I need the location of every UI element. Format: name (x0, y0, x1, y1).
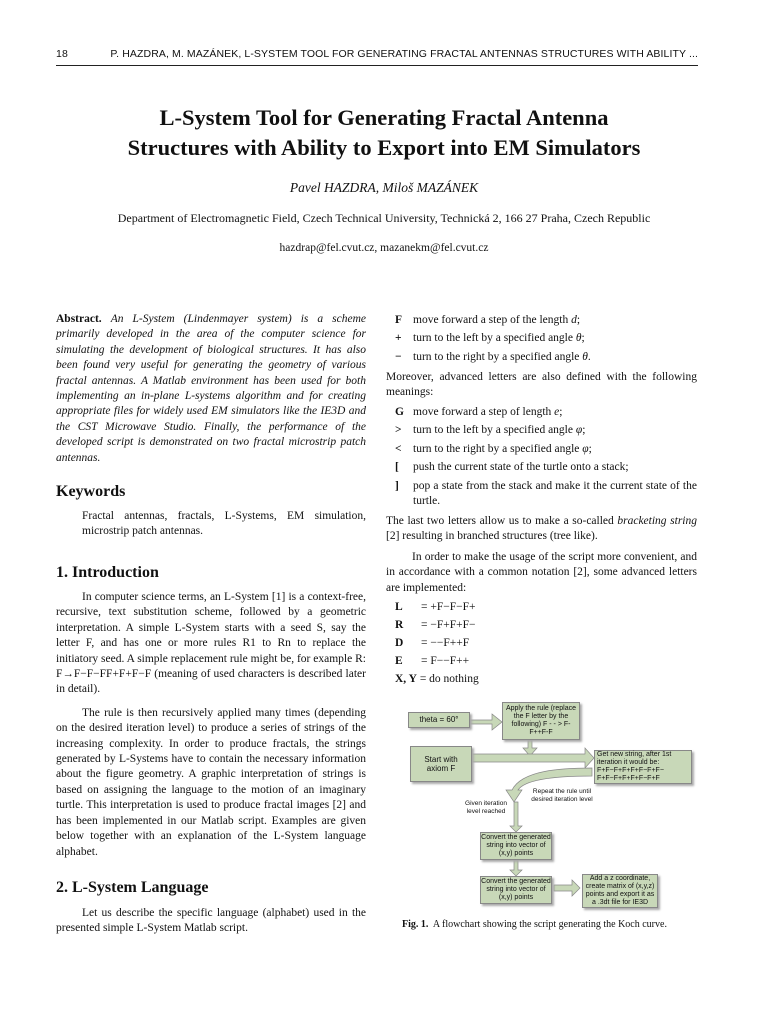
figure-flowchart (402, 698, 702, 918)
emails: hazdrap@fel.cvut.cz, mazanekm@fel.cvut.cz (279, 242, 489, 254)
page-number: 18 (56, 48, 68, 60)
export-box: Add a z coordinate, create matrix of (x,y,z) points and export it as a .3dt file for IE3D (582, 874, 658, 908)
convert-box-2: Convert the generated string into vector of (x,y) points (480, 876, 552, 904)
definition-row: + turn to the left by a specified angle θ; (395, 332, 585, 345)
repeat-label: Repeat the rule until desired iteration level (531, 788, 593, 803)
lsystem-paragraph-1: Let us describe the specific language (alphabet) used in the presented simple L-System Matlab script. (56, 907, 366, 935)
basic-definitions (395, 313, 697, 365)
rule-row: E = F−−F++ (395, 655, 470, 667)
keywords-heading: Keywords (56, 483, 126, 500)
affiliation: Department of Electromagnetic Field, Czech Technical University, Technická 2, 166 27 Praha, Czech Republic (117, 211, 651, 225)
given-level-label: Given iteration level reached (465, 800, 507, 815)
running-title: P. HAZDRA, M. MAZÁNEK, L-SYSTEM TOOL FOR GENERATING FRACTAL ANTENNAS STRUCTURES WITH ABILITY ... (110, 48, 698, 60)
keywords-text: Fractal antennas, fractals, L-Systems, EM simulation, microstrip patch antennas. (82, 510, 366, 538)
rule-row: L = +F−F−F+ (395, 601, 476, 613)
convert-box-1: Convert the generated string into vector of (x,y) points (480, 832, 552, 860)
title-line-1: L-System Tool for Generating Fractal Antenna (159, 105, 609, 130)
definition-row: − turn to the right by a specified angle θ. (395, 350, 591, 363)
definition-row: [ push the current state of the turtle onto a stack; (395, 461, 629, 474)
intro-paragraph-2: The rule is then recursively applied many times (depending on the desired iteration level) to produce a series of strings of the increasing complexity. In order to produce fractals, the strings generated by L-Systems have to contain the necessary information about the figure geometry. A graphic interpretation of strings is based on assigning the language to the motion of an imaginary turtle. This interpretation is used to produce fractal images [2] and has been implemented in our Matlab script. Examples are given below together with an explanation of the L-System language alphabet. (56, 706, 366, 858)
title-line-2: Structures with Ability to Export into EM Simulators (127, 135, 641, 160)
definition-row: ] pop a state from the stack and make it the current state of the turtle. (395, 479, 697, 508)
advanced-definitions (395, 405, 697, 509)
intro-paragraph-1: In computer science terms, an L-System [1] is a context-free, recursive, text substitution scheme, followed by a geometric interpretation. A simple L-System starts with a seed S, say the letter F, and has one or more rules R1 to Rn to replace the initiatory seed. A simple replacement rule might be, for example R: F→F−F−FF+F+F−F (meaning of used characters is described later in detail). (56, 591, 366, 696)
introduction-heading: 1. Introduction (56, 564, 159, 581)
lsystem-heading: 2. L-System Language (56, 879, 209, 896)
apply-rule-box: Apply the rule (replace the F letter by the following) F - - > F-F++F-F (502, 702, 580, 740)
abstract-text: An L-System (Lindenmayer system) is a scheme primarily developed in the area of the computer science for simulating the development of biological structures. It has also been found very useful for generating the geometry of various fractal antennas. A Matlab environment has been used for both implementing an in-plane L-systems algorithm and for creating appropriate files for widely used EM simulators like the IE3D and the CST Microwave Studio. Finally, the performance of the developed script is demonstrated on two fractal microstrip patch antennas. (56, 313, 367, 464)
definition-row: > turn to the left by a specified angle φ; (395, 424, 586, 437)
rule-row: D = −−F++F (395, 637, 470, 649)
theta-box: theta = 60° (408, 712, 470, 728)
abstract (56, 312, 366, 466)
running-header (56, 48, 698, 60)
definition-row: G move forward a step of length e; (395, 406, 563, 418)
header-rule (56, 65, 698, 66)
rule-row: X, Y = do nothing (395, 673, 479, 685)
moreover-paragraph: Moreover, advanced letters are also defined with the following meanings: (386, 371, 697, 399)
definition-row: < turn to the right by a specified angle φ; (395, 442, 592, 455)
introduction-body (56, 590, 366, 860)
definition-row: F move forward a step of the length d; (395, 314, 581, 326)
authors: Pavel HAZDRA, Miloš MAZÁNEK (289, 180, 479, 195)
start-axiom-box: Start with axiom F (410, 746, 472, 782)
rule-row: R = −F+F+F− (395, 619, 476, 631)
paper-title (40, 103, 728, 163)
abstract-label: Abstract. (56, 313, 102, 325)
figure-caption: Fig. 1. A flowchart showing the script generating the Koch curve. (402, 919, 667, 930)
convenient-paragraph: In order to make the usage of the script more convenient, and in accordance with a common notation [2], some advanced letters are implemented: (386, 551, 697, 594)
new-string-box: Get new string, after 1st iteration it would be: F+F−F+F+F+F−F+F− F+F−F+F+F+F−F+F (594, 750, 692, 784)
advanced-letter-rules (395, 598, 695, 688)
bracketing-paragraph: The last two letters allow us to make a so-called bracketing string [2] resulting in branched structures (tree like). (386, 515, 697, 543)
lsystem-body (56, 906, 366, 937)
